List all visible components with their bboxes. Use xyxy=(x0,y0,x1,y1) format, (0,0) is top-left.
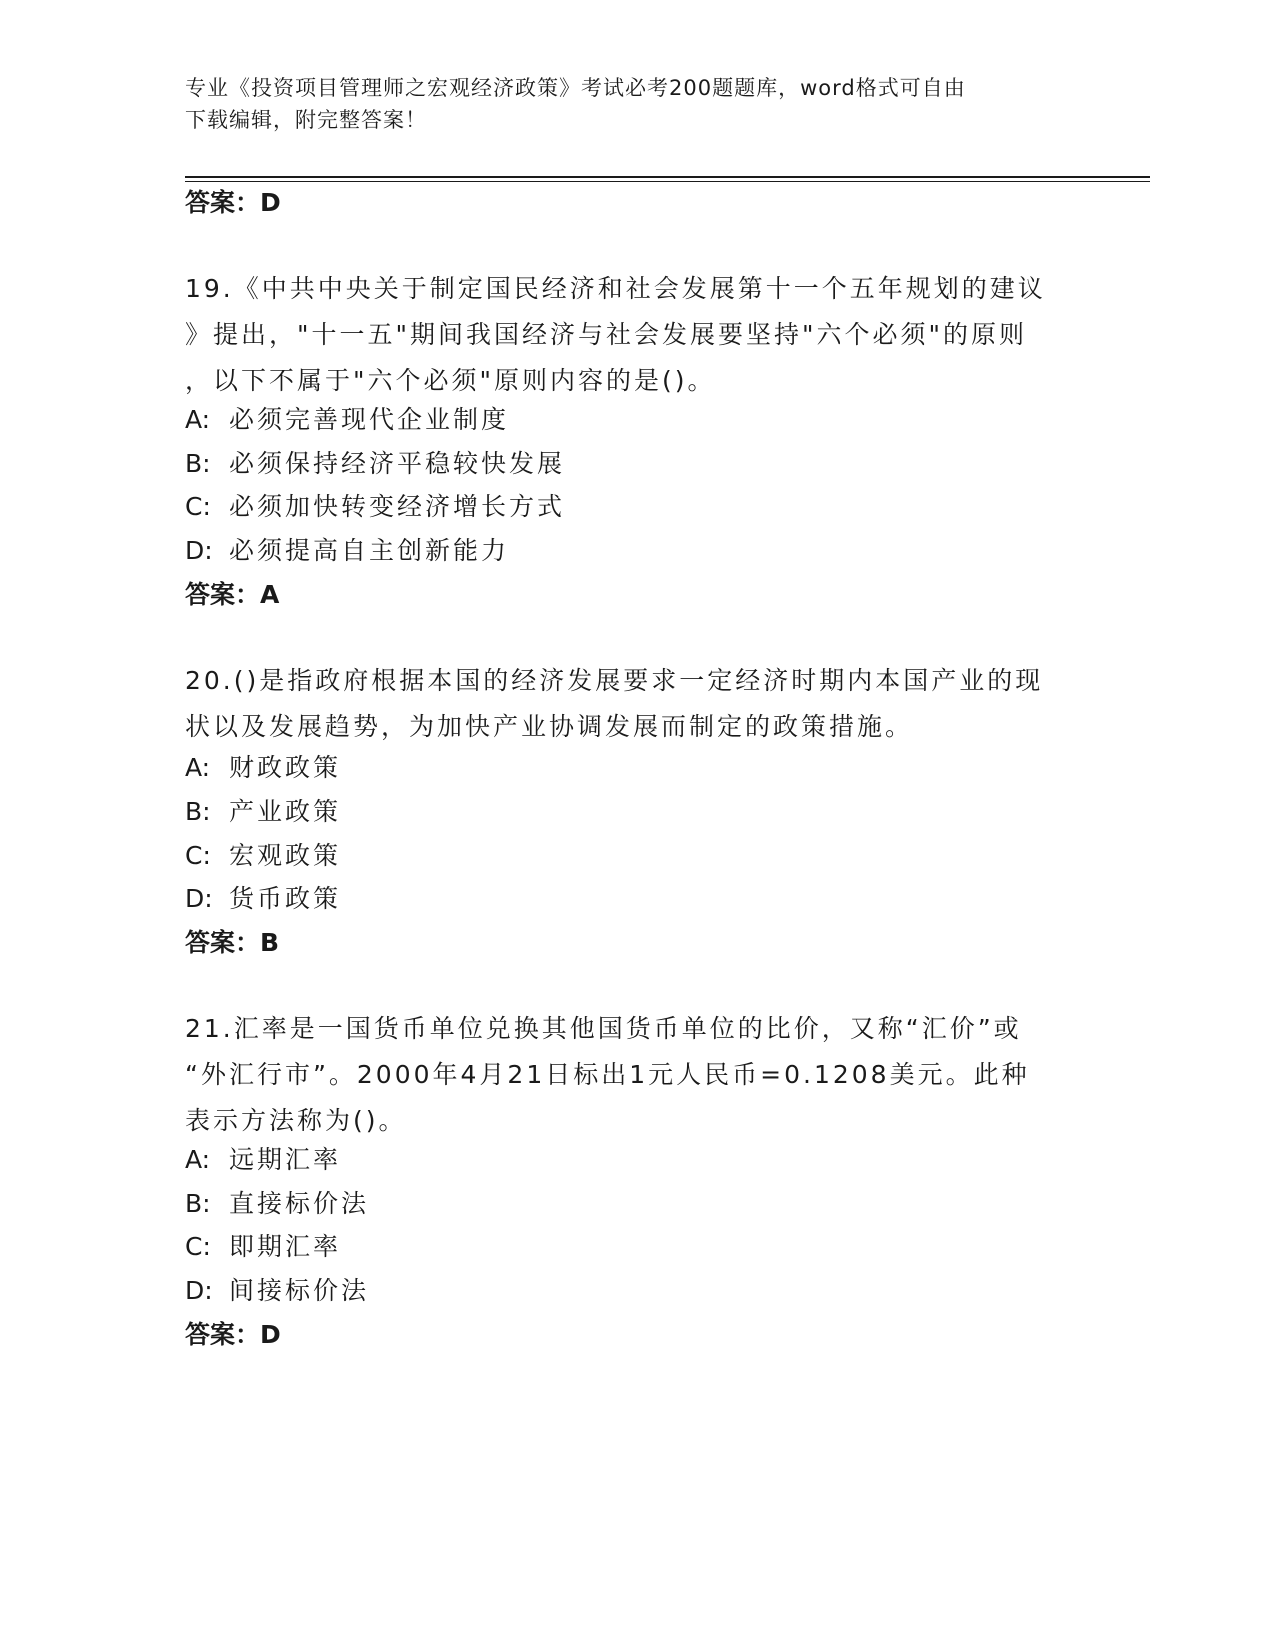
option-text: 宏观政策 xyxy=(229,841,342,870)
question-21-answer: 答案：D xyxy=(185,1320,281,1349)
option-letter: C: xyxy=(185,1232,211,1261)
header-line-1: 专业《投资项目管理师之宏观经济政策》考试必考200题题库，word格式可自由 xyxy=(185,76,966,100)
option-letter: D: xyxy=(185,884,213,913)
question-20-option-a xyxy=(185,751,341,785)
question-21-option-a xyxy=(185,1143,341,1177)
option-letter: A: xyxy=(185,1145,211,1174)
question-19-answer: 答案：A xyxy=(185,580,280,609)
option-text: 必须完善现代企业制度 xyxy=(229,405,510,434)
option-letter: C: xyxy=(185,841,211,870)
question-line: 20.()是指政府根据本国的经济发展要求一定经济时期内本国产业的现 xyxy=(185,666,1044,695)
option-text: 必须提高自主创新能力 xyxy=(229,536,510,565)
option-letter: C: xyxy=(185,492,211,521)
question-19-option-b xyxy=(185,447,565,481)
question-line: 》提出，"十一五"期间我国经济与社会发展要坚持"六个必须"的原则 xyxy=(185,320,1027,349)
option-letter: B: xyxy=(185,797,211,826)
question-20-option-d xyxy=(185,882,341,916)
option-text: 必须加快转变经济增长方式 xyxy=(229,492,566,521)
option-text: 货币政策 xyxy=(229,884,342,913)
question-line: 21.汇率是一国货币单位兑换其他国货币单位的比价，又称“汇价”或 xyxy=(185,1014,1022,1043)
question-20-option-c xyxy=(185,839,341,873)
header-line-2: 下载编辑，附完整答案！ xyxy=(185,108,427,132)
question-19-text xyxy=(185,266,1085,404)
option-text: 财政政策 xyxy=(229,753,342,782)
option-text: 直接标价法 xyxy=(229,1189,370,1218)
question-line: ，以下不属于"六个必须"原则内容的是()。 xyxy=(185,366,716,395)
option-letter: B: xyxy=(185,1189,211,1218)
document-header xyxy=(185,72,1065,136)
option-letter: A: xyxy=(185,405,211,434)
option-text: 远期汇率 xyxy=(229,1145,342,1174)
option-text: 即期汇率 xyxy=(229,1232,342,1261)
option-text: 产业政策 xyxy=(229,797,342,826)
option-text: 间接标价法 xyxy=(229,1276,370,1305)
question-20-answer: 答案：B xyxy=(185,928,280,957)
question-20-text xyxy=(185,658,1085,750)
option-letter: B: xyxy=(185,449,211,478)
header-divider-thin xyxy=(185,181,1150,182)
option-letter: D: xyxy=(185,536,213,565)
question-20-option-b xyxy=(185,795,341,829)
question-line: 表示方法称为()。 xyxy=(185,1106,407,1135)
option-letter: D: xyxy=(185,1276,213,1305)
question-line: “外汇行市”。2000年4月21日标出1元人民币=0.1208美元。此种 xyxy=(185,1060,1030,1089)
question-21-option-c xyxy=(185,1230,341,1264)
question-21-option-d xyxy=(185,1274,369,1308)
question-line: 19.《中共中央关于制定国民经济和社会发展第十一个五年规划的建议 xyxy=(185,274,1046,303)
question-19-option-a xyxy=(185,403,509,437)
question-line: 状以及发展趋势，为加快产业协调发展而制定的政策措施。 xyxy=(185,712,914,741)
header-divider-thick xyxy=(185,176,1150,178)
question-21-text xyxy=(185,1006,1085,1144)
question-19-option-d xyxy=(185,534,509,568)
question-21-option-b xyxy=(185,1187,369,1221)
question-19-option-c xyxy=(185,490,565,524)
answer-previous: 答案：D xyxy=(185,188,281,217)
option-letter: A: xyxy=(185,753,211,782)
option-text: 必须保持经济平稳较快发展 xyxy=(229,449,566,478)
